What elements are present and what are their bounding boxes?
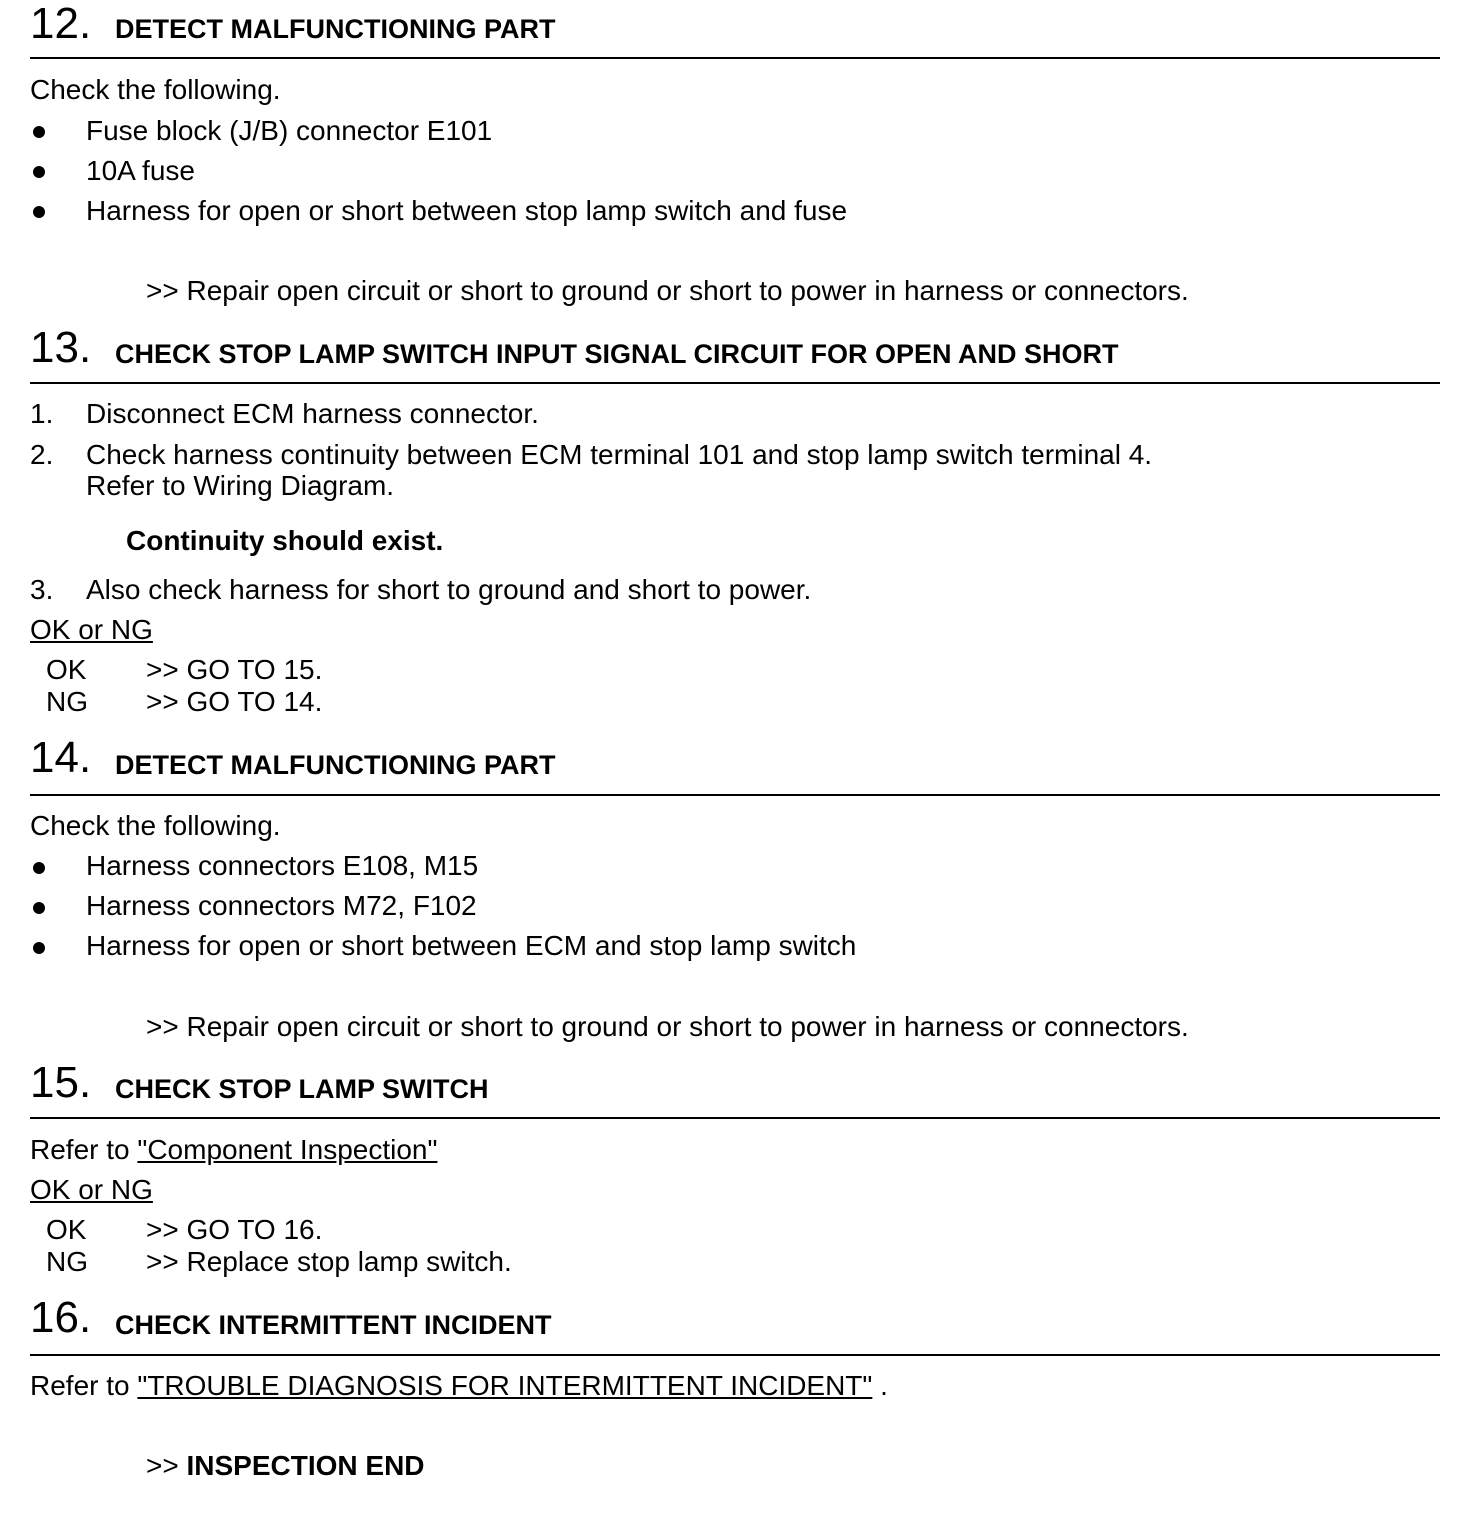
step-15-refer	[30, 1134, 437, 1166]
step-12-result: >> Repair open circuit or short to ground or short to power in harness or connectors.	[146, 275, 1189, 306]
step-15-divider	[30, 1117, 1440, 1119]
step-16-title: CHECK INTERMITTENT INCIDENT	[115, 1310, 552, 1340]
step-14-bullet-1: Harness connectors E108, M15	[86, 850, 479, 881]
step-15-decision-label: OK or NG	[30, 1174, 153, 1205]
step-16-refer-prefix: Refer to	[30, 1370, 138, 1401]
step-16-refer-suffix: .	[872, 1370, 888, 1401]
trouble-diagnosis-link[interactable]: "TROUBLE DIAGNOSIS FOR INTERMITTENT INCIDENT"	[137, 1370, 873, 1401]
step-14-result: >> Repair open circuit or short to ground or short to power in harness or connectors.	[146, 1011, 1189, 1042]
step-12-bullet-3: Harness for open or short between stop lamp switch and fuse	[86, 195, 848, 226]
step-13-decision-label: OK or NG	[30, 614, 153, 645]
step-13-item-3-num: 3.	[30, 574, 54, 605]
step-12-divider	[30, 57, 1440, 59]
bullet-icon	[33, 942, 45, 954]
step-13-outcome-ng-key: NG	[46, 686, 88, 717]
step-15-number: 15.	[30, 1058, 92, 1107]
step-14-divider	[30, 794, 1440, 796]
step-16-divider	[30, 1354, 1440, 1356]
step-15-refer-prefix: Refer to	[30, 1134, 138, 1165]
step-13-item-1-text: Disconnect ECM harness connector.	[86, 398, 539, 429]
step-13-emphasis: Continuity should exist.	[126, 525, 444, 556]
step-15-outcome-ng-value: >> Replace stop lamp switch.	[146, 1246, 512, 1277]
bullet-icon	[33, 166, 45, 178]
step-15-outcome-ok-key: OK	[46, 1214, 87, 1245]
bullet-icon	[33, 126, 45, 138]
step-13-number: 13.	[30, 323, 92, 372]
step-12-intro: Check the following.	[30, 74, 281, 105]
step-13-item-1-num: 1.	[30, 398, 54, 429]
step-13-divider	[30, 382, 1440, 384]
step-16-number: 16.	[30, 1293, 92, 1342]
step-13-outcome-ok-key: OK	[46, 654, 87, 685]
step-14-intro: Check the following.	[30, 810, 281, 841]
step-13-title: CHECK STOP LAMP SWITCH INPUT SIGNAL CIRCUIT FOR OPEN AND SHORT	[115, 339, 1119, 369]
step-15-outcome-ng-key: NG	[46, 1246, 88, 1277]
step-13-item-2-num: 2.	[30, 439, 54, 470]
step-14-title: DETECT MALFUNCTIONING PART	[115, 750, 556, 780]
step-13-item-2-text-2: Refer to Wiring Diagram.	[86, 470, 395, 501]
inspection-end-label: INSPECTION END	[186, 1450, 425, 1481]
bullet-icon	[33, 902, 45, 914]
step-16-refer	[30, 1370, 888, 1402]
step-13-outcome-ok-value: >> GO TO 15.	[146, 654, 323, 685]
step-15-title: CHECK STOP LAMP SWITCH	[115, 1074, 489, 1104]
step-13-item-2-text: Check harness continuity between ECM terminal 101 and stop lamp switch terminal 4.	[86, 439, 1153, 470]
step-14-number: 14.	[30, 733, 92, 782]
component-inspection-link[interactable]: "Component Inspection"	[137, 1134, 438, 1165]
step-13-outcome-ng-value: >> GO TO 14.	[146, 686, 323, 717]
step-14-bullet-2: Harness connectors M72, F102	[86, 890, 477, 921]
bullet-icon	[33, 206, 45, 218]
step-12-title: DETECT MALFUNCTIONING PART	[115, 14, 556, 44]
step-12-number: 12.	[30, 0, 92, 48]
inspection-end-prefix: >>	[146, 1450, 187, 1481]
step-15-outcome-ok-value: >> GO TO 16.	[146, 1214, 323, 1245]
step-13-item-3-text: Also check harness for short to ground and short to power.	[86, 574, 812, 605]
inspection-end	[146, 1450, 425, 1482]
step-12-bullet-1: Fuse block (J/B) connector E101	[86, 115, 493, 146]
step-14-bullet-3: Harness for open or short between ECM and stop lamp switch	[86, 930, 857, 961]
step-12-bullet-2: 10A fuse	[86, 155, 195, 186]
bullet-icon	[33, 862, 45, 874]
